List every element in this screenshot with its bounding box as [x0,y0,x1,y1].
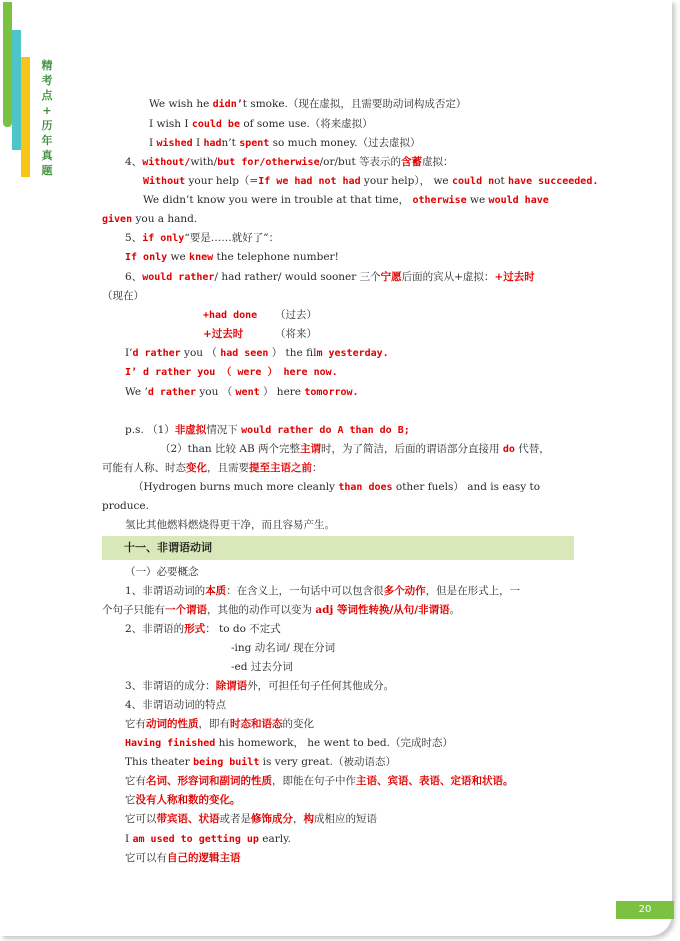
decor-bar-green [3,2,12,127]
text-line: produce. [102,500,149,512]
text-line: This theater being built is very great.（被动语态） [125,756,396,768]
text-line: +过去时 [203,328,244,340]
text-line: 个句子只能有一个谓语，其他的动作可以变为 adj 等词性转换/从句/非谓语。 [102,604,461,616]
side-title-char: 年 [41,134,53,147]
side-title-char: 考 [41,74,53,87]
text-line: 可能有人称、时态变化，且需要提至主语之前： [102,462,323,474]
decor-bar-teal [12,30,21,150]
text-line: 它没有人称和数的变化。 [125,794,241,806]
side-title-char: 历 [41,119,53,132]
text-line: 1、非谓语动词的本质：在含义上，一句话中可以包含很多个动作，但是在形式上，一 [125,585,521,597]
text-line: 它有动词的性质，即有时态和语态的变化 [125,718,314,730]
text-line: We ’d rather you （ went ） here tomorrow. [125,386,359,398]
text-line: I wish I could be of some use.（将来虚拟） [149,118,373,130]
text-line: given you a hand. [102,213,198,225]
text-line: -ing 动名词/ 现在分词 [231,642,336,654]
text-line: I am used to getting up early. [125,833,292,845]
text-line: -ed 过去分词 [231,661,293,673]
text-line: 氢比其他燃料燃烧得更干净，而且容易产生。 [125,519,335,531]
text-line: 5、if only“要是……就好了”： [125,232,280,244]
page-number: 20 [616,901,674,919]
text-line: If only we knew the telephone number! [125,251,339,263]
side-title-char: 点 [41,89,53,102]
section-title: 十一、非谓语动词 [124,541,212,554]
text-line: 它有名词、形容词和副词的性质，即能在句子中作主语、宾语、表语、定语和状语。 [125,775,514,787]
text-line: 它可以带宾语、状语或者是修饰成分，构成相应的短语 [125,813,377,825]
side-title-char: + [42,104,52,117]
text-line: Having finished his homework， he went to bed.（完成时态） [125,737,453,749]
text-line: （将来） [275,328,317,340]
text-line: 4、非谓语动词的特点 [125,699,227,711]
side-title-char: 题 [41,164,53,177]
text-line: （2）than 比较 AB 两个完整主谓时，为了简洁，后面的谓语部分直接用 do 代替， [160,443,550,455]
text-line: Without your help（=If we had not had your help）， we could not have succeeded. [143,175,599,187]
side-title [40,58,54,178]
text-line: （Hydrogen burns much more cleanly than does other fuels） and is easy to [133,481,541,493]
side-title-char: 精 [41,59,53,72]
text-line: I’ d rather you （ were ） here now. [125,367,338,378]
text-line: 4、without/with/but for/otherwise/or/but 等表示的含蓄虚拟： [125,156,454,168]
text-line: 2、非谓语的形式： to do 不定式 [125,623,281,635]
text-line: We wish he didn’t smoke.（现在虚拟，且需要助动词构成否定） [149,98,467,110]
text-line: +had done [203,310,258,321]
text-line: We didn’t know you were in trouble at that time， otherwise we would have [143,194,549,206]
text-line: 3、非谓语的成分：除谓语外，可担任句子任何其他成分。 [125,680,395,692]
text-line: I wished I hadn’t spent so much money.（过去虚拟） [149,137,421,149]
text-line: （现在） [102,290,144,302]
text-line: 6、would rather/ had rather/ would sooner 三个宁愿后面的宾从+虚拟：+过去时 [125,271,535,283]
text-line: I’d rather you （ had seen ） the film yesterday. [125,347,389,359]
text-line: （过去） [275,309,317,321]
text-line: 它可以有自己的逻辑主语 [125,852,241,864]
text-line: p.s. （1）非虚拟情况下 would rather do A than do B; [125,424,410,436]
decor-bar-yellow [21,57,30,177]
text-line: （一）必要概念 [125,566,199,578]
side-title-char: 真 [41,149,53,162]
